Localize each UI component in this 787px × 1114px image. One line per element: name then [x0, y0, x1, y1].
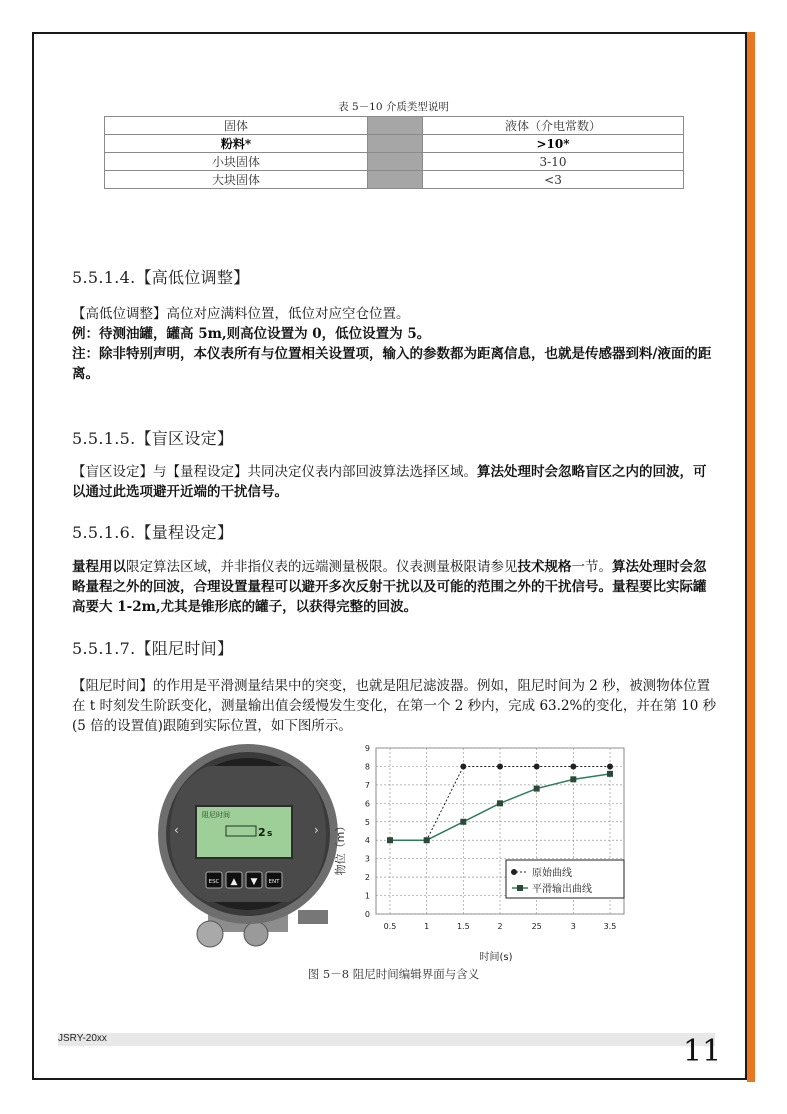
chart-point-raw: [607, 763, 613, 769]
text-line: 注：除非特别声明，本仪表所有与位置相关设置项，输入的参数都为距离信息，也就是传感器到料/液面的距离。: [72, 346, 712, 382]
chart-x-tick-label: 0.5: [383, 922, 397, 931]
table-row: [105, 135, 684, 153]
table-gap-cell: [368, 153, 423, 171]
chart-point-smooth: [460, 819, 466, 825]
table-cell: 小块固体: [105, 153, 368, 171]
paragraph-range: [72, 557, 718, 617]
legend-label-raw: 原始曲线: [532, 868, 572, 879]
table-cell: >10*: [423, 135, 684, 153]
damping-chart: [328, 738, 640, 966]
footer-band: [58, 1033, 715, 1046]
table-row: [105, 171, 684, 189]
chart-point-smooth: [534, 786, 540, 792]
text-span-bold: 量程用以: [72, 559, 126, 575]
legend-marker-raw: [511, 869, 517, 875]
chart-y-tick-label: 2: [364, 873, 370, 883]
paragraph-damping: 【阻尼时间】的作用是平滑测量结果中的突变，也就是阻尼滤波器。例如，阻尼时间为 2 秒，被测物体位置在 t 时刻发生阶跃变化，测量输出值会缓慢发生变化，在第一个 2 秒内，完成 63.2%的变化，并在第 10 秒(5 倍的设置值)跟随到实际位置，如下图所示。: [72, 678, 717, 734]
table-cell: 粉料*: [105, 135, 368, 153]
chart-y-axis-label: 物位（m）: [334, 820, 347, 876]
chart-y-tick-label: 8: [364, 762, 370, 772]
device-key-label: ESC: [208, 879, 220, 885]
chart-x-tick-label: 1: [424, 922, 430, 931]
footer-doc-code: JSRY-20xx: [58, 1033, 107, 1044]
chart-x-tick-label: 25: [531, 922, 542, 931]
section-heading-damping: 5.5.1.7.【阻尼时间】: [72, 639, 234, 658]
chart-legend: [506, 860, 624, 898]
section-heading-blind-zone: 5.5.1.5.【盲区设定】: [72, 429, 234, 448]
orange-side-bar: [747, 32, 755, 1082]
chart-y-tick-label: 9: [364, 744, 370, 753]
device-gland-left: [197, 921, 223, 947]
chart-point-smooth: [570, 776, 576, 782]
paragraph-high-low: [72, 304, 718, 384]
table-cell: 3-10: [423, 153, 684, 171]
text-span: 限定算法区域，并非指仪表的远端测量极限。仪表测量极限请参见: [126, 559, 518, 575]
chart-y-tick-label: 0: [364, 910, 370, 919]
media-type-table: [104, 116, 684, 189]
section-heading-high-low: 5.5.1.4.【高低位调整】: [72, 268, 250, 287]
chart-x-axis-label: 时间(s): [479, 952, 513, 963]
text-span-bold: 算法处理时会忽略量程之外的回波，合理设置量程可以避开多次反射干扰以及可能的范围之外的干扰信号。量程要比实际罐高要大 1-2m,尤其是锥形底的罐子，以获得完整的回波。: [72, 559, 707, 615]
text-line: 例：待测油罐，罐高 5m,则高位设置为 0，低位设置为 5。: [72, 326, 431, 342]
chart-x-tick-label: 3: [570, 922, 576, 931]
device-mount: [298, 910, 328, 924]
device-value: 2: [258, 826, 266, 839]
device-key-label: ENT: [268, 879, 280, 885]
device-gland-right: [244, 922, 268, 946]
chart-y-tick-label: 5: [364, 817, 370, 827]
text-span-bold: 算法处理时会忽略盲区之内的回波，可以通过此选项避开近端的干扰信号。: [72, 464, 707, 500]
table-header-solid: 固体: [105, 117, 368, 135]
legend-label-smooth: 平滑输出曲线: [532, 884, 592, 895]
chart-point-raw: [534, 763, 540, 769]
chevron-left-icon: ‹: [174, 823, 179, 837]
device-illustration: [148, 742, 348, 952]
device-unit: s: [267, 829, 273, 839]
device-key-label: ▲: [230, 877, 238, 887]
text-span-bold: 技术规格: [517, 559, 572, 575]
chart-point-raw: [497, 763, 503, 769]
text-span: 一节。: [571, 559, 612, 575]
chart-x-tick-label: 3.5: [603, 922, 617, 931]
text-line: 【高低位调整】高位对应满料位置，低位对应空仓位置。: [72, 306, 410, 322]
table-caption: 表 5－10 介质类型说明: [338, 101, 449, 113]
table-gap-cell: [368, 135, 423, 153]
chart-y-tick-label: 1: [364, 891, 370, 901]
text-span: 【盲区设定】与【量程设定】共同决定仪表内部回波算法选择区域。: [72, 464, 477, 480]
chart-point-smooth: [424, 837, 430, 843]
table-cell: 大块固体: [105, 171, 368, 189]
chart-x-tick-label: 2: [497, 922, 503, 931]
chart-x-tick-label: 1.5: [456, 922, 470, 931]
figure-caption: 图 5－8 阻尼时间编辑界面与含义: [307, 967, 480, 981]
table-gap-cell: [368, 117, 423, 135]
section-heading-range: 5.5.1.6.【量程设定】: [72, 523, 234, 542]
table-gap-cell: [368, 171, 423, 189]
device-screen-title: 阻尼时间: [202, 811, 230, 819]
table-row: [105, 153, 684, 171]
chart-y-tick-label: 6: [364, 799, 370, 809]
legend-marker-smooth: [517, 885, 523, 891]
chart-y-tick-label: 7: [364, 780, 370, 790]
chart-y-tick-label: 4: [364, 836, 370, 846]
table-header-row: [105, 117, 684, 135]
chart-point-smooth: [607, 771, 613, 777]
chart-y-tick-label: 3: [364, 854, 370, 864]
chart-point-raw: [460, 763, 466, 769]
page-number: 11: [683, 1034, 722, 1069]
chart-point-smooth: [387, 837, 393, 843]
table-header-liquid: 液体（介电常数）: [423, 117, 684, 135]
paragraph-blind-zone: [72, 462, 718, 502]
chevron-right-icon: ›: [314, 823, 319, 837]
chart-point-raw: [570, 763, 576, 769]
device-key-label: ▼: [250, 877, 258, 887]
table-cell: <3: [423, 171, 684, 189]
chart-point-smooth: [497, 800, 503, 806]
